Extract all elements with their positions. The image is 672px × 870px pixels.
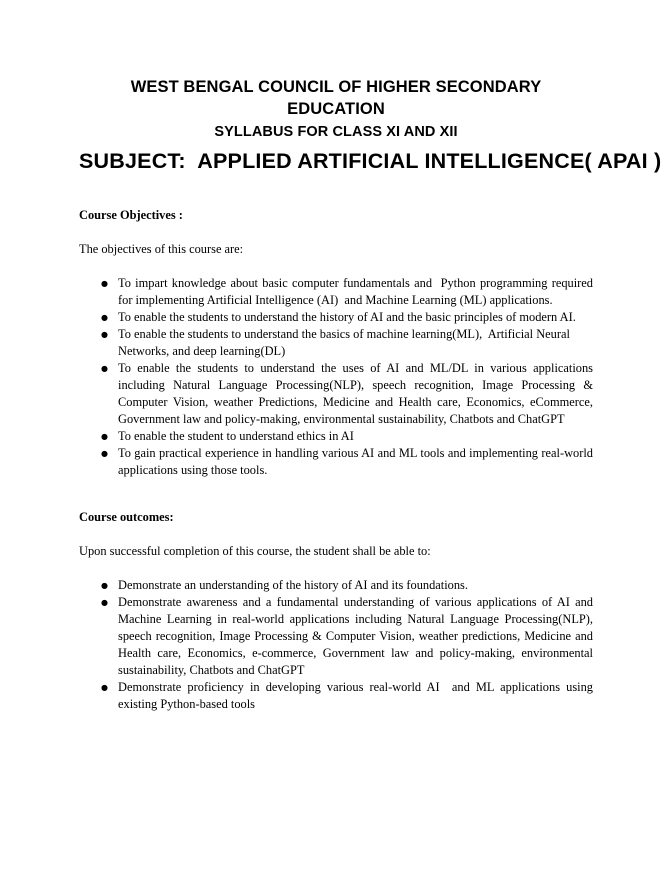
document-title-block: [79, 76, 662, 177]
list-item-text: To enable the student to understand ethics in AI: [118, 429, 354, 443]
list-item: [79, 428, 593, 445]
list-item-text: Demonstrate awareness and a fundamental understanding of various applications of AI and Machine Learning in real-world applications including Natural Language Processing(NLP), speech recognition, Image Processing & Computer Vision, weather predictions, Medicine and Health care, Economics, e-commerce, Government law and policy-making, environmental sustainability, Chatbots and ChatGPT: [118, 595, 603, 677]
list-item-text: Demonstrate an understanding of the history of AI and its foundations.: [118, 578, 468, 592]
syllabus-subtitle: SYLLABUS FOR CLASS XI AND XII: [214, 124, 458, 140]
course-outcomes-intro: Upon successful completion of this course, the student shall be able to:: [79, 544, 431, 558]
document-content: [79, 76, 662, 713]
title-spacer: [79, 177, 593, 207]
list-item-text: To gain practical experience in handling various AI and ML tools and implementing real-world applications using those tools.: [118, 446, 597, 477]
list-item: [79, 309, 593, 326]
list-item-text: To enable the students to understand the uses of AI and ML/DL in various applications including Natural Language Processing(NLP), speech recognition, Image Processing & Computer Vision, weather Predictions, Medicine and Health care, Economics, eCommerce, Government law and policy-making, environmental sustainability, Chatbots and ChatGPT: [118, 361, 597, 426]
course-outcomes-list: [79, 577, 603, 713]
list-item: [79, 326, 593, 360]
council-title: WEST BENGAL COUNCIL OF HIGHER SECONDARY EDUCATION: [130, 78, 542, 118]
objectives-intro-spacer: [79, 258, 593, 275]
list-item: [79, 275, 597, 309]
outcomes-heading-spacer: [79, 526, 593, 543]
course-objectives-heading: Course Objectives :: [79, 208, 183, 222]
objectives-heading-spacer: [79, 224, 593, 241]
objectives-section-spacer: [79, 479, 593, 509]
list-item: [79, 594, 603, 679]
outcomes-intro-spacer: [79, 560, 593, 577]
list-item: [79, 445, 597, 479]
list-item: [79, 360, 597, 428]
course-objectives-list: [79, 275, 597, 479]
list-item-text: To enable the students to understand the basics of machine learning(ML), Artificial Neural Networks, and deep learning(DL): [118, 327, 574, 358]
subject-title: SUBJECT: APPLIED ARTIFICIAL INTELLIGENCE( APAI ): [79, 149, 662, 173]
list-item-text: To enable the students to understand the history of AI and the basic principles of modern AI.: [118, 310, 576, 324]
list-item: [79, 679, 597, 713]
course-objectives-intro: The objectives of this course are:: [79, 242, 244, 256]
list-item-text: To impart knowledge about basic computer fundamentals and Python programming required for implementing Artificial Intelligence (AI) and Machine Learning (ML) applications.: [118, 276, 597, 307]
course-outcomes-heading: Course outcomes:: [79, 510, 174, 524]
list-item-text: Demonstrate proficiency in developing various real-world AI and ML applications using existing Python-based tools: [118, 680, 597, 711]
list-item: [79, 577, 593, 594]
